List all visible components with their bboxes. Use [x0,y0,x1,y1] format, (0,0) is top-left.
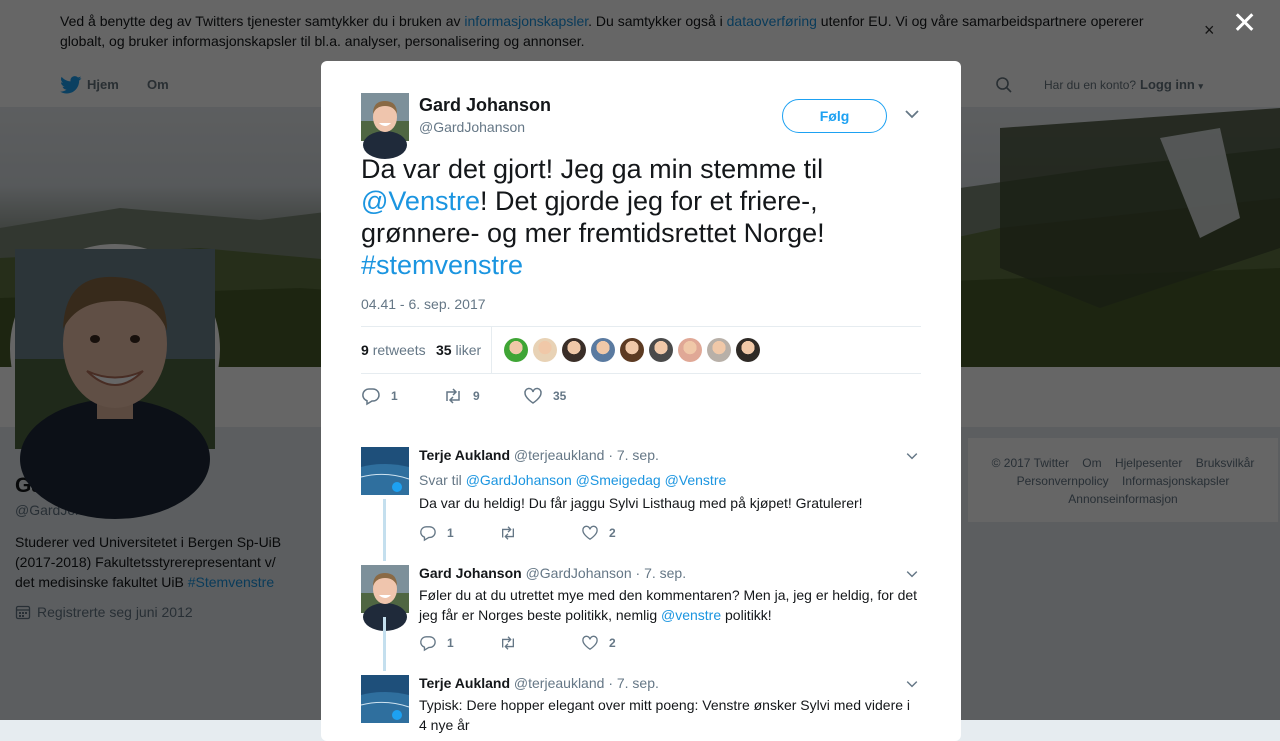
retweet-action[interactable] [499,635,581,651]
chevron-down-icon[interactable] [906,680,918,688]
author-name[interactable]: Gard Johanson [419,95,552,115]
retweet-icon [499,635,517,651]
heart-icon [523,387,543,405]
liker-avatar[interactable] [649,338,673,362]
thread-line [383,617,386,671]
liker-avatar[interactable] [562,338,586,362]
reply-author-name[interactable]: Terje Aukland [419,675,511,691]
likers-avatars [504,338,760,362]
reply-to-mention[interactable]: @Venstre [664,472,727,488]
likes-stat[interactable] [436,342,481,358]
mention-link[interactable]: @venstre [661,607,722,623]
tweet-actions [361,386,566,406]
liker-avatar[interactable] [533,338,557,362]
like-count: 35 [553,389,567,403]
tweet-stats [361,326,921,374]
tweet-modal [321,61,961,741]
reply-header [419,675,659,691]
reply-action[interactable] [361,386,443,406]
reply-author-photo [361,675,409,723]
reply-avatar[interactable] [361,675,409,723]
reply-author-handle[interactable]: @terjeaukland [513,447,605,463]
tweet-text-part: ! Det gjorde jeg for et friere-, grønnere- og mer fremtidsrettet Norge! [361,186,825,248]
reply-author-handle[interactable]: @GardJohanson [525,565,632,581]
reply-author-name[interactable]: Gard Johanson [419,565,522,581]
likes-label: liker [455,342,482,358]
liker-avatar[interactable] [504,338,528,362]
reply-avatar[interactable] [361,447,409,495]
close-modal-icon[interactable]: ✕ [1232,7,1258,40]
chevron-down-icon[interactable] [905,109,919,119]
reply-text-part: politikk! [721,607,772,623]
liker-avatar[interactable] [678,338,702,362]
tweet-timestamp[interactable]: 04.41 - 6. sep. 2017 [361,296,486,312]
liker-avatar[interactable] [707,338,731,362]
mention-link[interactable]: @Venstre [361,186,480,216]
chevron-down-icon[interactable] [906,452,918,460]
reply-text [419,585,919,625]
reply-author-handle[interactable]: @terjeaukland [513,675,605,691]
reply-author-photo [361,565,409,613]
like-action[interactable] [581,525,616,541]
heart-icon [581,525,599,541]
liker-avatar[interactable] [591,338,615,362]
liker-avatar[interactable] [620,338,644,362]
reply-header [419,565,686,581]
retweet-action[interactable] [499,525,581,541]
reply-avatar[interactable] [361,565,409,613]
like-action[interactable] [523,386,566,406]
retweets-stat[interactable] [361,342,426,358]
reply-text-part: Føler du at du utrettet mye med den kommentaren? Men ja, jeg er heldig, for det jeg får er Norges beste politikk, nemlig [419,587,918,623]
reply-to-mention[interactable]: @Smeigedag [575,472,661,488]
reply-to-mention[interactable]: @GardJohanson [465,472,572,488]
follow-button[interactable]: Følg [782,99,887,133]
reply-date[interactable]: · 7. sep. [608,675,659,691]
tweet-text [361,153,921,281]
like-count: 2 [609,526,616,540]
reply-to [419,472,726,488]
thread-line [383,499,386,561]
reply-date[interactable]: · 7. sep. [635,565,687,581]
chevron-down-icon[interactable] [906,570,918,578]
reply-actions [419,525,616,541]
retweet-icon [499,525,517,541]
like-count: 2 [609,636,616,650]
reply-text: Typisk: Dere hopper elegant over mitt poeng: Venstre ønsker Sylvi med videre i 4 nye år [419,697,911,733]
retweets-count: 9 [361,342,369,358]
heart-icon [581,635,599,651]
likes-count: 35 [436,342,452,358]
reply-header [419,447,659,463]
retweet-icon [443,387,463,405]
stats-divider [491,327,492,373]
reply-action[interactable] [419,635,499,651]
like-action[interactable] [581,635,616,651]
hashtag-link[interactable]: #stemvenstre [361,250,524,280]
reply-action[interactable] [419,525,499,541]
reply-count: 1 [447,526,454,540]
reply-icon [419,525,437,541]
author-photo [361,93,409,141]
liker-avatar[interactable] [736,338,760,362]
author-avatar[interactable] [361,93,409,141]
reply-author-photo [361,447,409,495]
reply-icon [419,635,437,651]
reply-actions [419,635,616,651]
reply-count: 1 [447,636,454,650]
reply-date[interactable]: · 7. sep. [608,447,659,463]
retweet-action[interactable] [443,386,523,406]
reply-text: Da var du heldig! Du får jaggu Sylvi Listhaug med på kjøpet! Gratulerer! [419,495,863,511]
retweet-count: 9 [473,389,480,403]
reply-count: 1 [391,389,398,403]
author-handle[interactable]: @GardJohanson [419,119,526,135]
reply-author-name[interactable]: Terje Aukland [419,447,511,463]
retweets-label: retweets [372,342,426,358]
tweet-text-part: Da var det gjort! Jeg ga min stemme til [361,154,824,184]
reply-icon [361,387,381,405]
reply-to-label: Svar til [419,472,462,488]
